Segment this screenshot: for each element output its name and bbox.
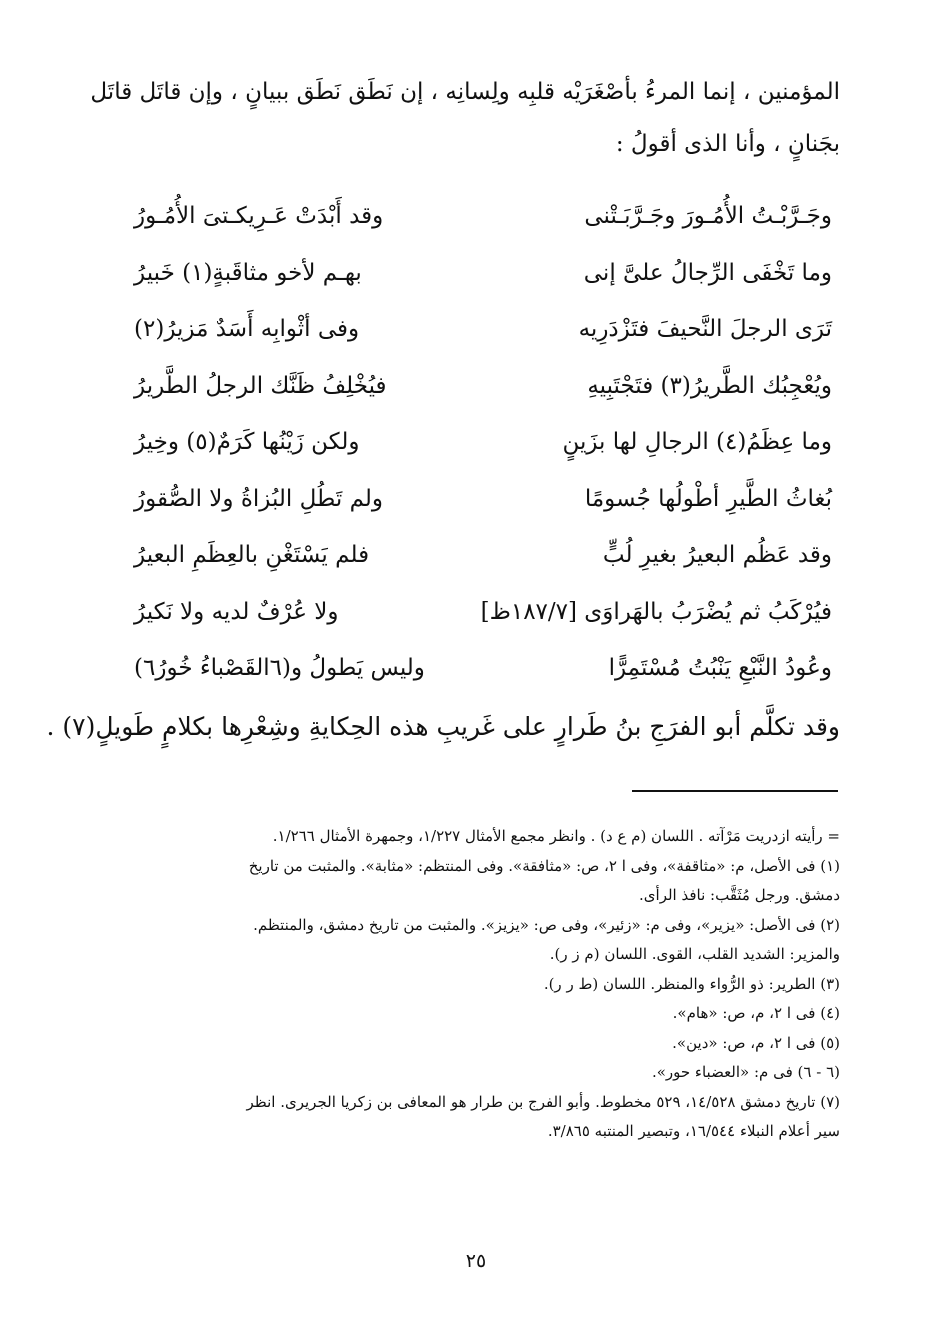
verse-line <box>128 584 840 641</box>
verse-second-hemistich: بهـم لأخو مثاقَبةٍ(١) خَبيرُ <box>134 259 362 286</box>
footnote-line: دمشق. ورجل مُثَقَّب: نافذ الرأى. <box>639 886 840 904</box>
verse-second-hemistich: وليس يَطولُ و(٦القَصْباءُ خُورُ٦) <box>134 655 425 682</box>
verse-second-hemistich: وقد أَبْدَتْ عَـرِيكـتىَ الأُمُـورُ <box>134 203 384 230</box>
footnote-line: والمزير: الشديد القلب، القوى. اللسان (م ز ر). <box>549 945 840 963</box>
verse-second-hemistich: فيُخْلِفُ ظَنَّك الرجلُ الطَّريرُ <box>134 372 387 399</box>
verse-line <box>128 301 840 358</box>
verse-line <box>128 471 840 528</box>
intro-line-1: المؤمنين ، إنما المرءُ بأصْغَرَيْه قلبِه ولِسانِه ، إن نَطَق نَطَق ببيانٍ ، وإن قاتَل قاتَل <box>90 79 840 105</box>
footnote-line: (٥) فى ا ٢، م، ص: «دين». <box>672 1033 840 1052</box>
verse-first-hemistich: وما عِظَمُ(٤) الرجالِ لها بزَينٍ <box>562 429 832 456</box>
verse-first-hemistich: وعُودُ النَّبْعِ يَنْبُتُ مُسْتَمِرًّا <box>608 655 832 682</box>
verse-second-hemistich: ولكن زَيْنُها كَرَمٌ(٥) وخِيرُ <box>134 429 360 456</box>
page-number: ٢٥ <box>465 1250 487 1272</box>
footnote-line: (٣) الطرير: ذو الرُّواء والمنظر. اللسان (ط ر ر). <box>543 974 840 993</box>
footnote-line: (٦ - ٦) فى م: «العضباء حور». <box>651 1063 840 1081</box>
verse-first-hemistich: ويُعْجِبُك الطَّريرُ(٣) فتَجْتَبِيهِ <box>587 372 832 399</box>
verse-line <box>128 358 840 415</box>
verse-first-hemistich: وجَـرَّبْـتُ الأُمُـورَ وجَـرَّبَـتْنى <box>584 203 832 230</box>
footnote-line: (٧) تاريخ دمشق ١٤/٥٢٨، ٥٢٩ مخطوط. وأبو الفرج بن طرار هو المعافى بن زكريا الجريرى. انظر <box>246 1092 840 1111</box>
verse-line <box>128 188 840 245</box>
verse-second-hemistich: وفى أثْوابِه أَسَدٌ مَزيرُ(٢) <box>134 316 360 343</box>
verse-second-hemistich: ولم تَطُلِ البُزاةُ ولا الصُّقورُ <box>134 485 384 512</box>
verse-first-hemistich: تَرَى الرجلَ النَّحيفَ فتَزْدَرِيه <box>578 316 832 343</box>
verse-first-hemistich: فيُرْكَبُ ثم يُضْرَبُ بالهَراوَى [١٨٧/٧ظ] <box>480 598 832 625</box>
footnotes <box>124 822 840 1147</box>
verse-line <box>128 414 840 471</box>
closing-sentence: وقد تكلَّم أبو الفرَجِ بنُ طَرارٍ على غَريبِ هذه الحِكايةِ وشِعْرِها بكلامٍ طَويلٍ(٧) . <box>46 712 840 741</box>
poem <box>128 188 840 697</box>
verse-second-hemistich: فلم يَسْتَغْنِ بالعِظَمِ البعيرُ <box>134 542 370 569</box>
verse-line <box>128 245 840 302</box>
verse-first-hemistich: وقد عَظُم البعيرُ بغيرِ لُبٍّ <box>602 542 832 569</box>
verse-first-hemistich: وما تَخْفَى الرِّجالُ علىَّ إنى <box>583 259 832 286</box>
verse-first-hemistich: بُغاثُ الطَّيرِ أطْولُها جُسومًا <box>584 485 832 512</box>
footnote-line: سير أعلام النبلاء ١٦/٥٤٤، وتبصير المنتبه ٣/٨٦٥. <box>547 1122 840 1140</box>
intro-paragraph <box>90 78 840 182</box>
verse-second-hemistich: ولا عُرْفٌ لديه ولا نَكيرُ <box>134 598 339 625</box>
verse-line <box>128 527 840 584</box>
footnote-line: (٤) فى ا ٢، م، ص: «هام». <box>672 1004 840 1022</box>
footnote-line: (٢) فى الأصل: «يزير»، وفى م: «زئير»، وفى ص: «يزيز». والمثبت من تاريخ دمشق، والمنتظم. <box>253 915 840 934</box>
footnote-divider <box>632 790 838 792</box>
footnote-line: = رأيته ازدريت مَرْآته . اللسان (م ع د) . وانظر مجمع الأمثال ١/٢٢٧، وجمهرة الأمثال ١/٢٦٦. <box>272 827 840 845</box>
verse-line <box>128 640 840 697</box>
footnote-line: (١) فى الأصل، م: «مثاقفة»، وفى ا ٢، ص: «مثافقة». وفى المنتظم: «مثابة». والمثبت من تاريخ <box>248 856 840 875</box>
intro-line-2: بجَنانٍ ، وأنا الذى أقولُ : <box>615 131 840 157</box>
